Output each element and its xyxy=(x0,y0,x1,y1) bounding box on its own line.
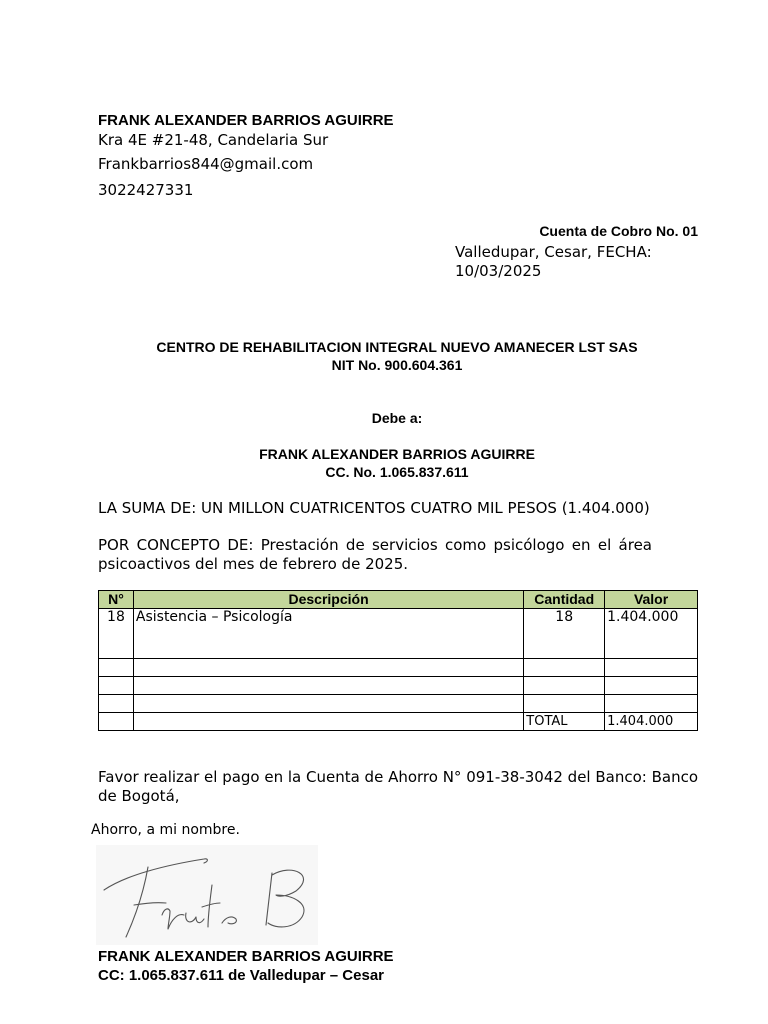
payment-text: Favor realizar el pago en la Cuenta de Ahorro N° 091-38-3042 del Banco: Banco de Bogotá, xyxy=(98,768,699,805)
creditor-name: FRANK ALEXANDER BARRIOS AGUIRRE xyxy=(259,446,535,462)
table-row-empty xyxy=(99,695,698,713)
row-cantidad: 18 xyxy=(524,609,605,659)
total-value: 1.404.000 xyxy=(605,713,698,731)
signature-image xyxy=(96,845,318,945)
debe-a-label: Debe a: xyxy=(371,410,423,426)
sender-address: Kra 4E #21-48, Candelaria Sur xyxy=(98,131,329,149)
table-total-row xyxy=(99,713,698,731)
header-cantidad: Cantidad xyxy=(524,591,605,609)
signature-name: FRANK ALEXANDER BARRIOS AGUIRRE xyxy=(98,948,394,965)
items-table xyxy=(98,590,698,731)
table-row-empty xyxy=(99,659,698,677)
row-no: 18 xyxy=(99,609,134,659)
sender-email: Frankbarrios844@gmail.com xyxy=(98,155,314,173)
cuenta-number: Cuenta de Cobro No. 01 xyxy=(539,223,698,239)
payment-note: Ahorro, a mi nombre. xyxy=(91,822,240,838)
concepto-text: POR CONCEPTO DE: Prestación de servicios como psicólogo en el área psicoactivos del mes de febrero de 2025. xyxy=(98,536,652,573)
debtor-name: CENTRO DE REHABILITACION INTEGRAL NUEVO AMANECER LST SAS xyxy=(156,339,638,355)
sender-phone: 3022427331 xyxy=(98,181,194,199)
debtor-nit: NIT No. 900.604.361 xyxy=(331,357,463,373)
header-no: N° xyxy=(99,591,134,609)
row-valor: 1.404.000 xyxy=(605,609,698,659)
place-date-line1: Valledupar, Cesar, FECHA: xyxy=(455,243,652,261)
header-valor: Valor xyxy=(605,591,698,609)
creditor-cc: CC. No. 1.065.837.611 xyxy=(325,464,469,480)
signature-cc: CC: 1.065.837.611 de Valledupar – Cesar xyxy=(98,967,385,984)
suma-text: LA SUMA DE: UN MILLON CUATRICENTOS CUATRO MIL PESOS (1.404.000) xyxy=(98,499,650,517)
row-descripcion: Asistencia – Psicología xyxy=(133,609,523,659)
table-row xyxy=(99,609,698,659)
total-label: TOTAL xyxy=(524,713,605,731)
table-header-row xyxy=(99,591,698,609)
sender-name: FRANK ALEXANDER BARRIOS AGUIRRE xyxy=(98,112,394,129)
table-row-empty xyxy=(99,677,698,695)
header-descripcion: Descripción xyxy=(133,591,523,609)
place-date-line2: 10/03/2025 xyxy=(455,262,542,280)
